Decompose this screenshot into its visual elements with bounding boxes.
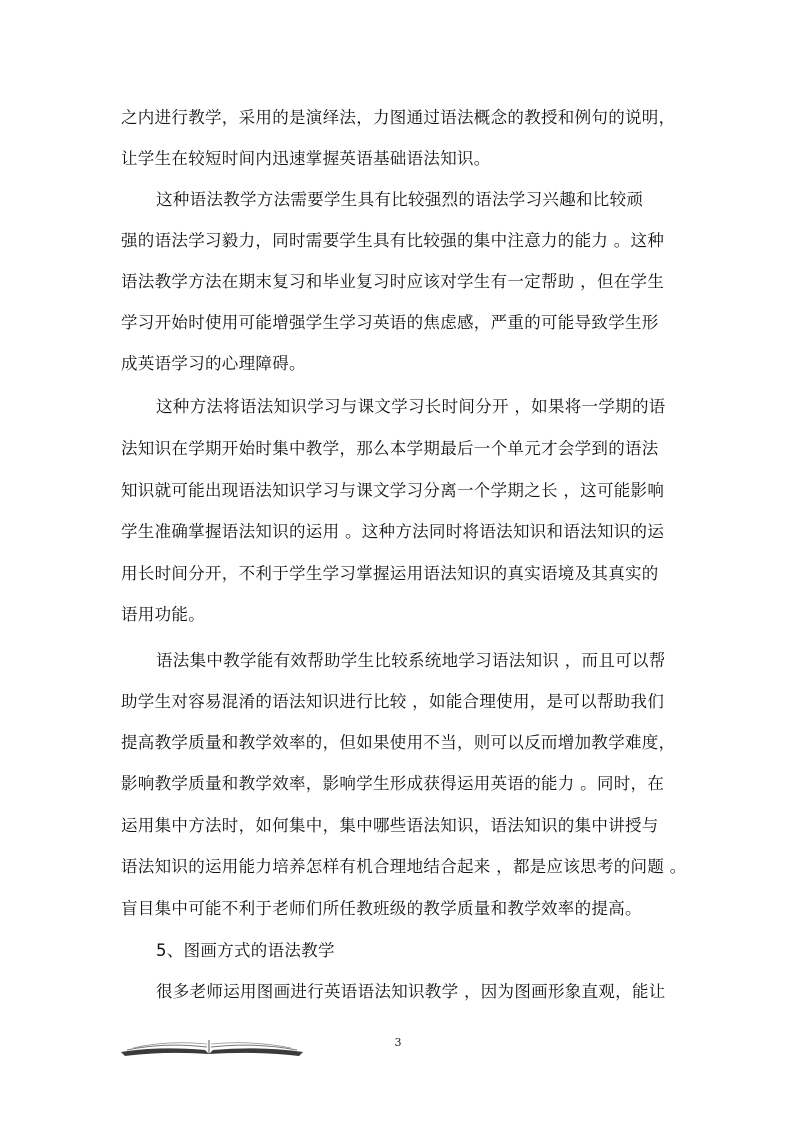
text-line-11: 学生准确掌握语法知识的运用 。这种方法同时将语法知识和语法知识的运	[121, 522, 665, 541]
text-line-12: 用长时间分开，不利于学生学习掌握运用语法知识的真实语境及其真实的	[121, 564, 659, 583]
page-number: 3	[394, 1036, 402, 1049]
text-line-20: 盲目集中可能不利于老师们所任教班级的教学质量和教学效率的提高。	[121, 899, 642, 918]
text-line-5: 语法教学方法在期末复习和毕业复习时应该对学生有一定帮助 ，但在学生	[121, 272, 665, 291]
paragraph-5-line-1: 很多老师运用图画进行英语语法知识教学 ，因为图画形象直观，能让	[156, 982, 666, 1001]
text-line-15: 助学生对容易混淆的语法知识进行比较 ，如能合理使用，是可以帮助我们	[121, 692, 665, 711]
text-line-19: 语法知识的运用能力培养怎样有机合理地结合起来 ，都是应该思考的问题 。	[121, 857, 687, 876]
section-heading: 5、图画方式的语法教学	[156, 941, 335, 960]
text-line-4: 强的语法学习毅力，同时需要学生具有比较强的集中注意力的能力 。这种	[121, 231, 665, 250]
text-line-7: 成英语学习的心理障碍。	[121, 354, 306, 373]
text-line-6: 学习开始时使用可能增强学生学习英语的焦虑感，严重的可能导致学生形	[121, 313, 659, 332]
text-line-9: 法知识在学期开始时集中教学，那么本学期最后一个单元才会学到的语法	[121, 439, 659, 458]
text-line-17: 影响教学质量和教学效率，影响学生形成获得运用英语的能力 。同时，在	[121, 774, 665, 793]
paragraph-4-line-1: 语法集中教学能有效帮助学生比较系统地学习语法知识 ，而且可以帮	[156, 651, 666, 670]
text-line-2: 让学生在较短时间内迅速掌握英语基础语法知识。	[121, 149, 491, 168]
text-line-16: 提高教学质量和教学效率的，但如果使用不当，则可以反而增加教学难度，	[121, 733, 676, 752]
text-line-1: 之内进行教学，采用的是演绎法，力图通过语法概念的教授和例句的说明，	[121, 108, 676, 127]
text-line-10: 知识就可能出现语法知识学习与课文学习分离一个学期之长 ，这可能影响	[121, 481, 665, 500]
open-book-icon	[119, 1032, 305, 1058]
text-line-13: 语用功能。	[121, 605, 205, 624]
paragraph-2-line-1: 这种语法教学方法需要学生具有比较强烈的语法学习兴趣和比较顽	[156, 190, 644, 209]
text-line-18: 运用集中方法时，如何集中，集中哪些语法知识，语法知识的集中讲授与	[121, 816, 659, 835]
paragraph-3-line-1: 这种方法将语法知识学习与课文学习长时间分开 ，如果将一学期的语	[156, 397, 666, 416]
